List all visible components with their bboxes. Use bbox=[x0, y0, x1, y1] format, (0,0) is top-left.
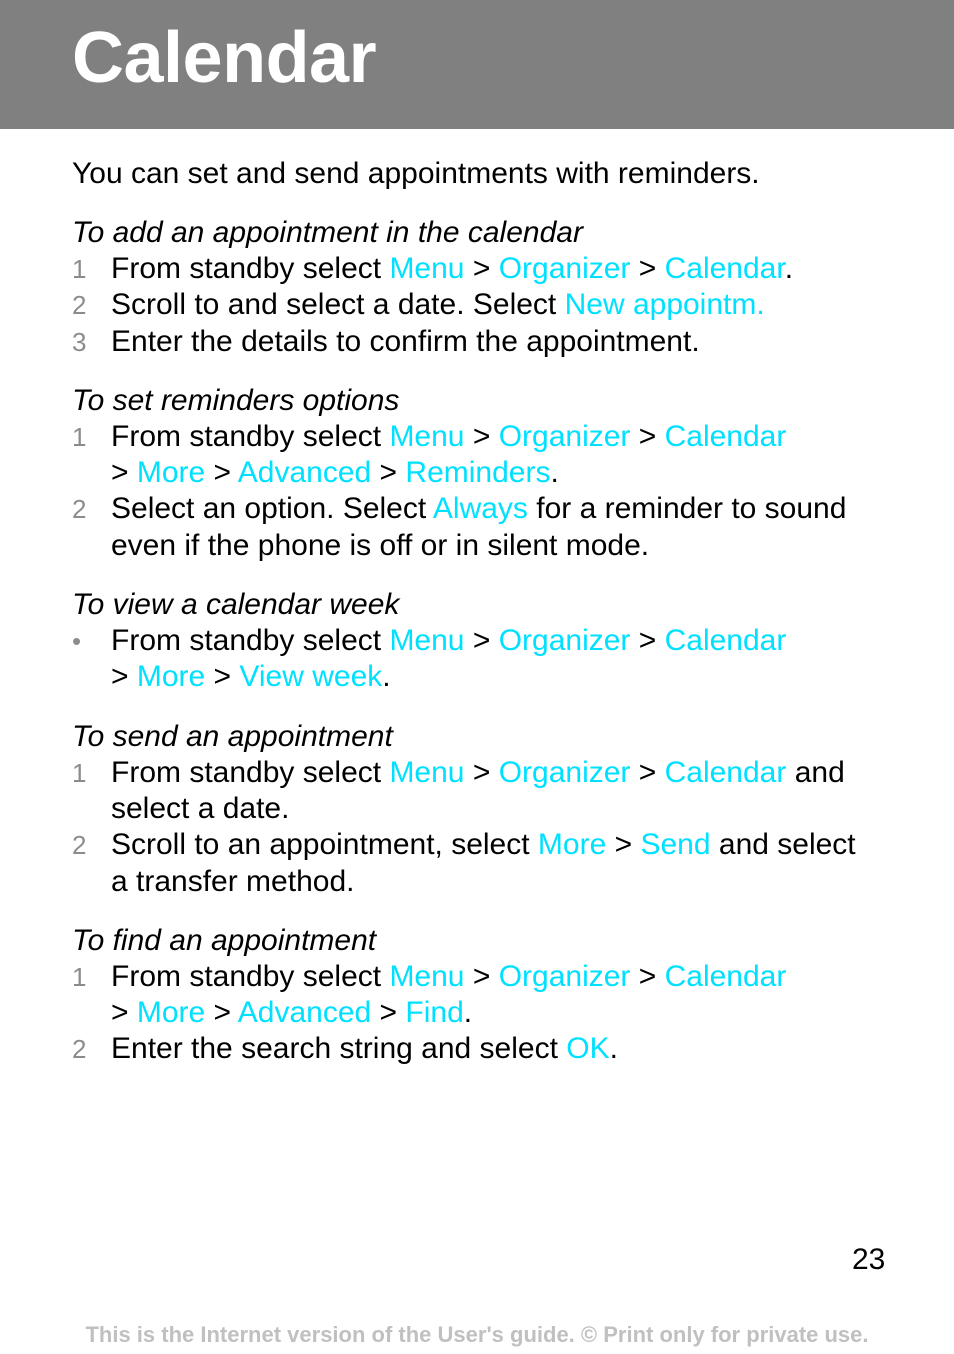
menu-path-advanced: Advanced bbox=[237, 456, 372, 490]
step-text: From standby select bbox=[111, 959, 390, 993]
step-item bbox=[72, 1031, 872, 1067]
menu-path-new-appointment: New appointm. bbox=[564, 288, 765, 322]
step-end: . bbox=[463, 996, 473, 1030]
step-text: From standby select bbox=[111, 624, 390, 658]
path-separator: > bbox=[630, 252, 665, 285]
step-text: Select an option. Select bbox=[111, 492, 433, 526]
path-separator: > bbox=[111, 660, 137, 694]
title-banner bbox=[0, 0, 954, 129]
section-heading: To set reminders options bbox=[72, 383, 400, 417]
step-item bbox=[72, 324, 872, 360]
section-add-appointment bbox=[72, 215, 872, 360]
path-separator: > bbox=[464, 252, 499, 285]
menu-path-reminders: Reminders bbox=[405, 456, 551, 490]
step-number: 1 bbox=[72, 254, 87, 284]
step-item bbox=[72, 419, 872, 492]
menu-path-more: More bbox=[136, 996, 206, 1030]
path-separator: > bbox=[464, 419, 499, 453]
section-view-week bbox=[72, 587, 872, 696]
menu-path-view-week: View week bbox=[239, 660, 383, 694]
path-separator: > bbox=[464, 755, 499, 789]
step-number: 2 bbox=[72, 494, 87, 525]
step-text: From standby select bbox=[111, 419, 390, 453]
path-separator: > bbox=[630, 755, 665, 789]
step-item bbox=[72, 959, 872, 1032]
step-number: 3 bbox=[72, 326, 87, 357]
menu-path-menu: Menu bbox=[389, 419, 465, 453]
step-end: . bbox=[550, 456, 559, 490]
step-text: Enter the details to confirm the appointment. bbox=[111, 324, 700, 358]
menu-path-calendar: Calendar bbox=[664, 252, 785, 285]
menu-path-more: More bbox=[537, 828, 607, 862]
step-number: 1 bbox=[72, 961, 87, 992]
menu-path-menu: Menu bbox=[389, 755, 465, 789]
step-text: From standby select bbox=[111, 252, 390, 285]
step-text: Scroll to and select a date. Select bbox=[111, 288, 565, 322]
step-text: and select a transfer method. bbox=[111, 828, 856, 898]
step-item bbox=[72, 287, 872, 323]
path-separator: > bbox=[371, 456, 406, 490]
step-item bbox=[72, 623, 872, 696]
page-content bbox=[72, 156, 872, 1068]
step-text: and select a date. bbox=[111, 755, 845, 825]
section-heading: To add an appointment in the calendar bbox=[72, 216, 583, 249]
step-text: for a reminder to sound even if the phone is off or in silent mode. bbox=[111, 492, 847, 562]
menu-path-advanced: Advanced bbox=[237, 996, 372, 1030]
step-item bbox=[72, 755, 872, 828]
step-number: 2 bbox=[72, 1034, 87, 1065]
menu-path-menu: Menu bbox=[389, 959, 465, 993]
path-separator: > bbox=[606, 828, 641, 862]
step-number: 2 bbox=[72, 830, 87, 861]
path-separator: > bbox=[205, 660, 240, 694]
section-reminders-options bbox=[72, 383, 872, 564]
menu-path-menu: Menu bbox=[389, 624, 465, 658]
path-separator: > bbox=[205, 996, 238, 1030]
menu-path-ok: OK bbox=[566, 1032, 610, 1066]
section-heading: To find an appointment bbox=[72, 923, 377, 957]
menu-path-calendar: Calendar bbox=[664, 959, 787, 993]
menu-path-more: More bbox=[136, 660, 206, 694]
section-heading: To view a calendar week bbox=[72, 588, 400, 622]
menu-path-organizer: Organizer bbox=[498, 624, 631, 658]
step-text: From standby select bbox=[111, 755, 390, 789]
step-end: . bbox=[382, 660, 391, 694]
step-number: 1 bbox=[72, 421, 87, 452]
path-separator: > bbox=[205, 456, 238, 490]
menu-path-calendar: Calendar bbox=[664, 419, 787, 453]
path-separator: > bbox=[371, 996, 406, 1030]
step-item bbox=[72, 827, 872, 900]
menu-path-organizer: Organizer bbox=[498, 419, 631, 453]
menu-path-find: Find bbox=[405, 996, 464, 1030]
page-title: Calendar bbox=[72, 18, 377, 98]
step-number: 1 bbox=[72, 757, 87, 788]
footer-notice: This is the Internet version of the User's guide. © Print only for private use. bbox=[85, 1322, 869, 1347]
path-separator: > bbox=[630, 419, 665, 453]
page-number: 23 bbox=[852, 1243, 886, 1276]
menu-path-more: More bbox=[136, 456, 206, 490]
menu-path-organizer: Organizer bbox=[498, 959, 631, 993]
menu-path-send: Send bbox=[640, 828, 711, 862]
path-separator: > bbox=[630, 959, 665, 993]
intro-text: You can set and send appointments with reminders. bbox=[72, 157, 760, 190]
path-separator: > bbox=[464, 624, 499, 658]
menu-path-always: Always bbox=[432, 492, 528, 526]
step-item bbox=[72, 491, 872, 564]
path-separator: > bbox=[111, 996, 137, 1030]
step-end: . bbox=[784, 252, 794, 285]
step-text: Enter the search string and select bbox=[111, 1032, 567, 1066]
menu-path-menu: Menu bbox=[389, 252, 465, 285]
menu-path-organizer: Organizer bbox=[498, 755, 631, 789]
bullet-icon: • bbox=[72, 626, 82, 657]
section-send-appointment bbox=[72, 719, 872, 900]
menu-path-organizer: Organizer bbox=[498, 252, 631, 285]
path-separator: > bbox=[464, 959, 499, 993]
path-separator: > bbox=[630, 624, 665, 658]
path-separator: > bbox=[111, 456, 137, 490]
step-number: 2 bbox=[72, 290, 87, 321]
step-text: Scroll to an appointment, select bbox=[111, 828, 538, 862]
menu-path-calendar: Calendar bbox=[664, 624, 787, 658]
step-end: . bbox=[609, 1032, 618, 1066]
section-find-appointment bbox=[72, 923, 872, 1068]
step-item bbox=[72, 251, 872, 287]
section-heading: To send an appointment bbox=[72, 719, 393, 753]
menu-path-calendar: Calendar bbox=[664, 755, 787, 789]
